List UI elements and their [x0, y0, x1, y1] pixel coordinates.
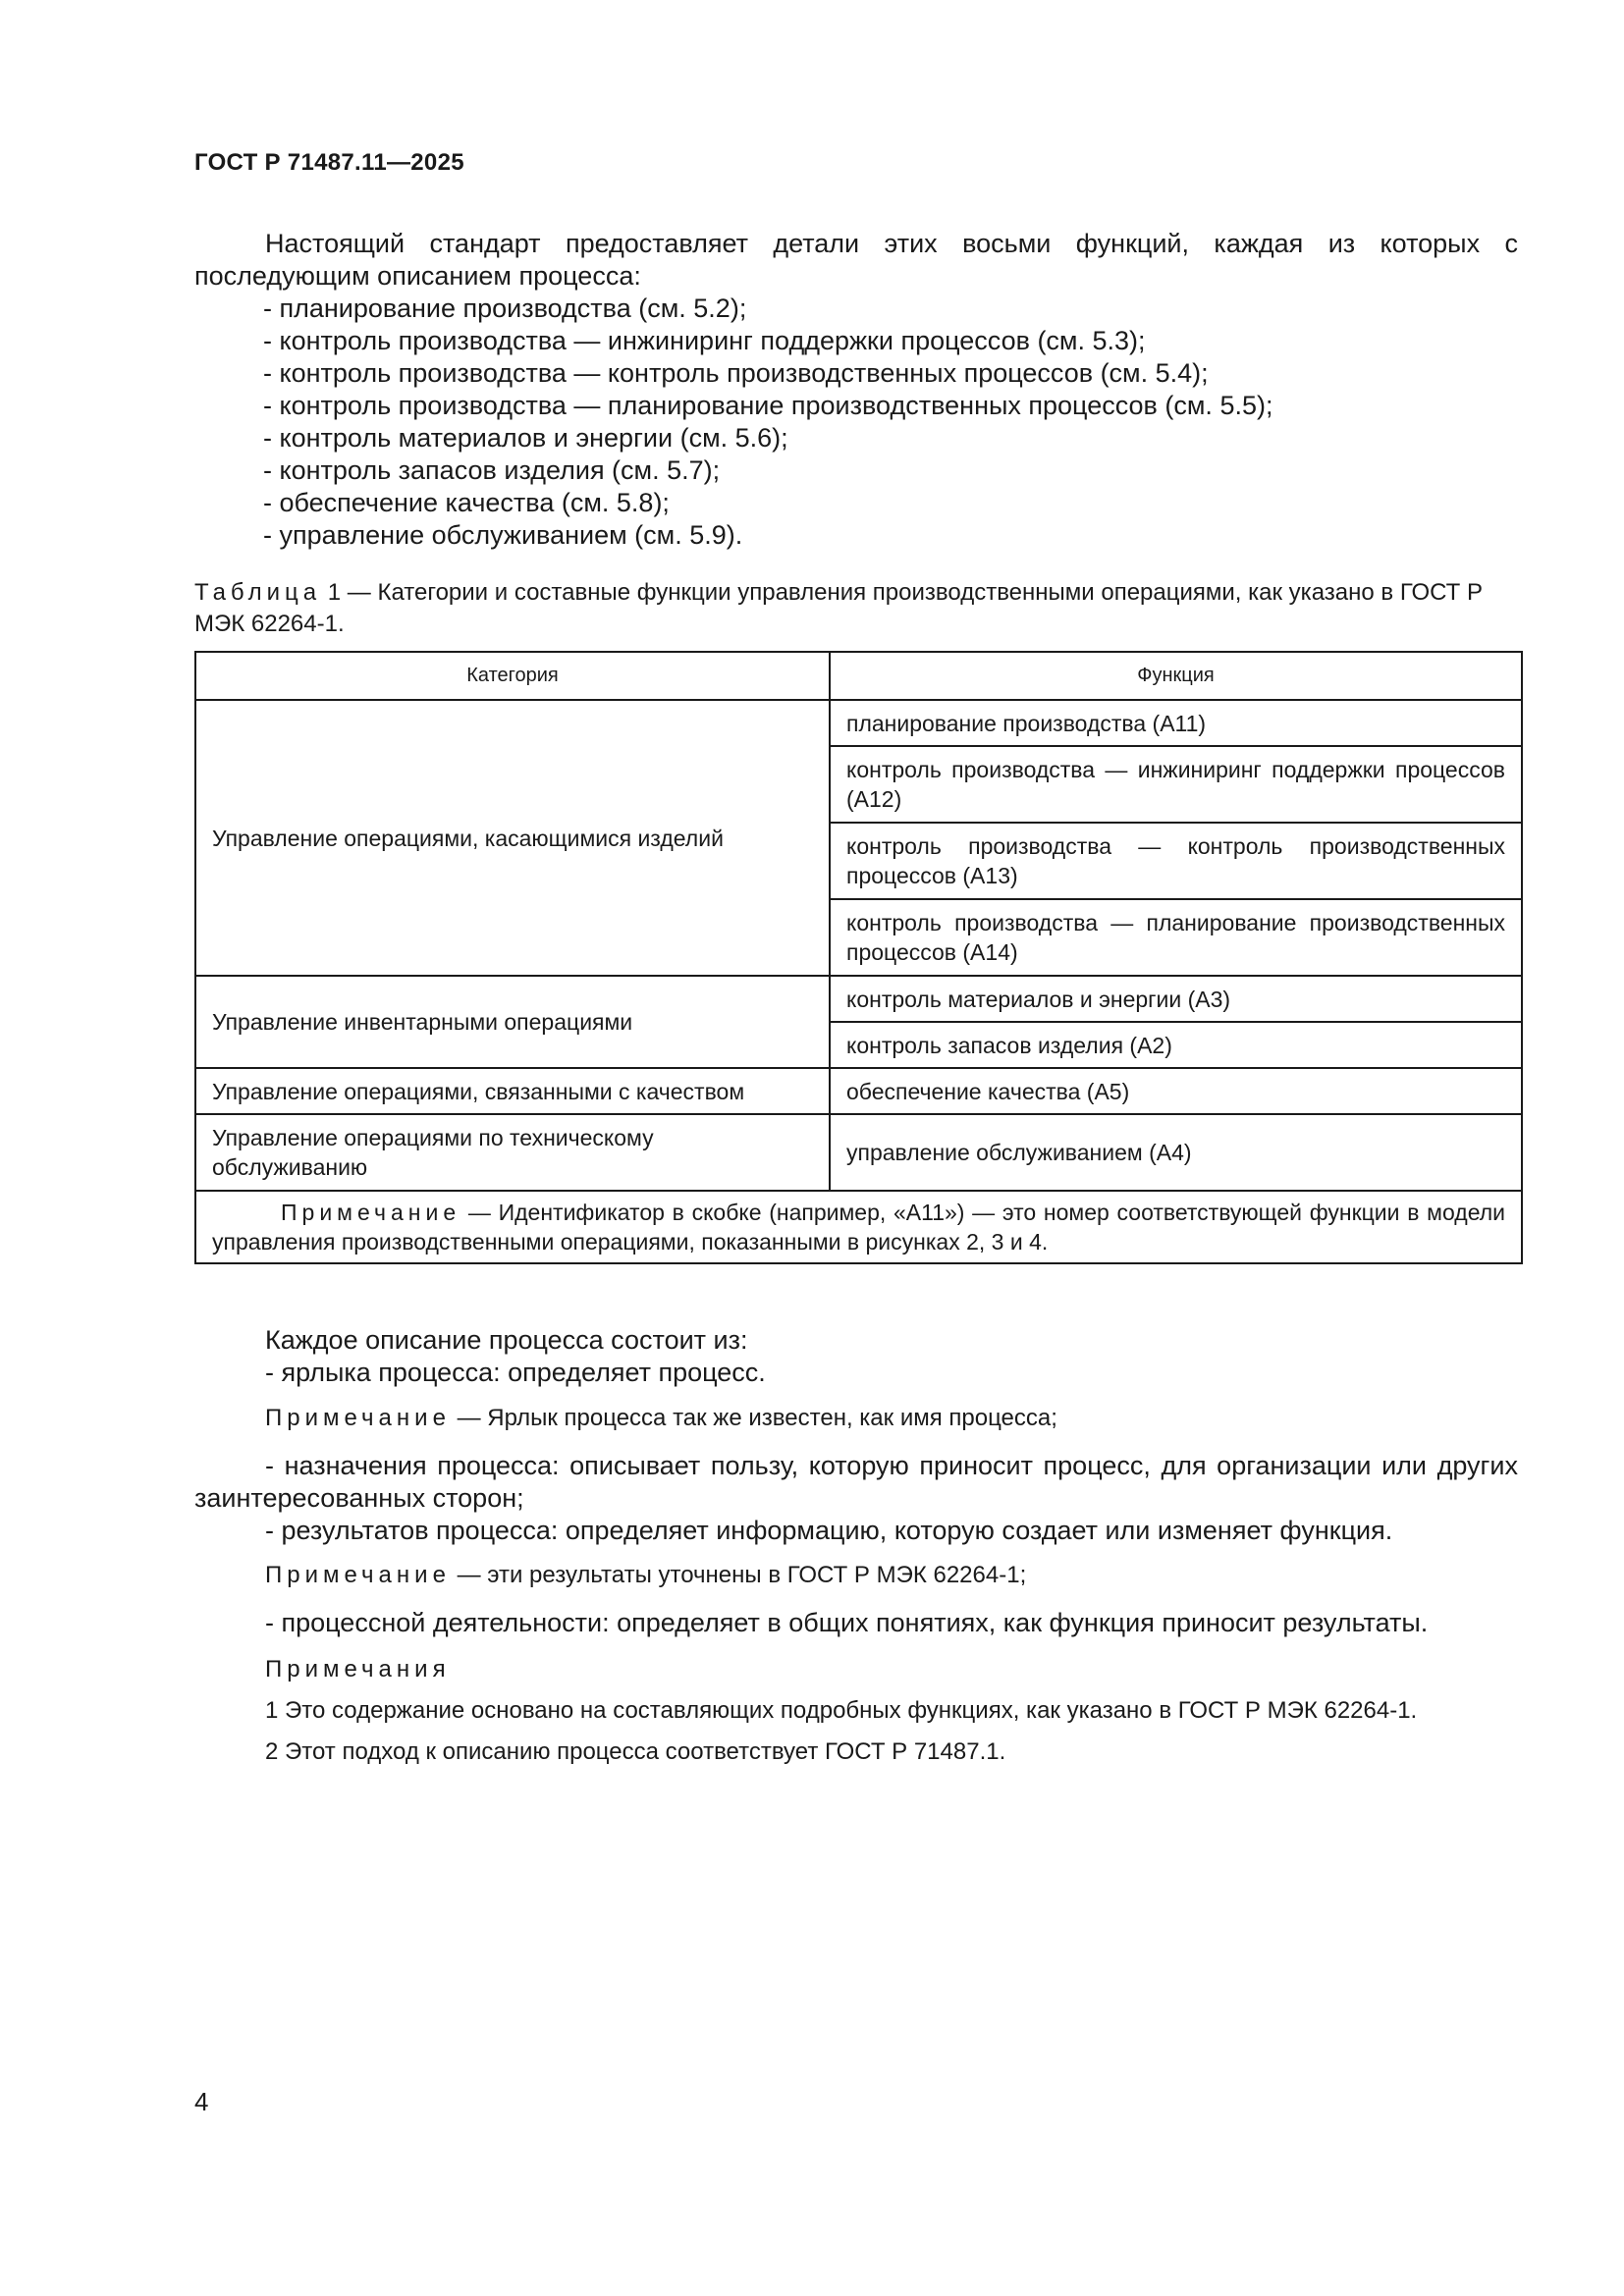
- category-cell: Управление операциями, касающимися изделий: [195, 700, 830, 976]
- list-item: - управление обслуживанием (см. 5.9).: [263, 520, 743, 550]
- note-label: Примечание: [265, 1562, 451, 1588]
- note-item: 1 Это содержание основано на составляющих подробных функциях, как указано в ГОСТ Р МЭК 62264-1.: [265, 1697, 1418, 1724]
- table-caption-text: 1 — Категории и составные функции управления производственными операциями, как указано в ГОСТ Р МЭК 62264-1.: [194, 579, 1484, 637]
- notes-heading: Примечания: [265, 1656, 451, 1682]
- category-cell: Управление операциями по техническому обслуживанию: [195, 1114, 830, 1191]
- function-cell: обеспечение качества (A5): [830, 1068, 1522, 1114]
- function-list: [263, 293, 1272, 552]
- list-item: - контроль запасов изделия (см. 5.7);: [263, 455, 721, 485]
- table-note-text: — Идентификатор в скобке (например, «A11») — это номер соответствующей функции в модели управления производственными операциями, показанными в рисунках 2, 3 и 4.: [212, 1200, 1505, 1255]
- page-number: 4: [194, 2087, 209, 2116]
- intro-paragraph: Настоящий стандарт предоставляет детали этих восьми функций, каждая из которых с последующим описанием процесса:: [194, 229, 1518, 291]
- category-cell: Управление операциями, связанными с качеством: [195, 1068, 830, 1114]
- list-item: - контроль производства — планирование производственных процессов (см. 5.5);: [263, 391, 1273, 420]
- process-item-purpose: - назначения процесса: описывает пользу, которую приносит процесс, для организации или других заинтересованных сторон;: [194, 1451, 1518, 1513]
- function-cell: контроль производства — контроль производственных процессов (A13): [830, 823, 1522, 899]
- list-item: - планирование производства (см. 5.2);: [263, 294, 747, 323]
- table-row: [195, 976, 1522, 1022]
- note-text: — эти результаты уточнены в ГОСТ Р МЭК 62264-1;: [450, 1562, 1027, 1588]
- note-text: — Ярлык процесса так же известен, как имя процесса;: [450, 1405, 1057, 1431]
- process-note-1: [194, 1403, 1518, 1434]
- list-item: - контроль производства — контроль производственных процессов (см. 5.4);: [263, 358, 1209, 388]
- note-item: 2 Этот подход к описанию процесса соответствует ГОСТ Р 71487.1.: [265, 1738, 1006, 1765]
- table-caption-label: Таблица: [194, 579, 322, 606]
- table-note: [195, 1191, 1522, 1263]
- function-cell: контроль производства — планирование производственных процессов (A14): [830, 899, 1522, 976]
- table-row: [195, 1114, 1522, 1191]
- categories-table: [194, 651, 1523, 1264]
- process-item-activity: - процессной деятельности: определяет в общих понятиях, как функция приносит результаты.: [265, 1608, 1429, 1637]
- category-cell: Управление инвентарными операциями: [195, 976, 830, 1068]
- table-row: [195, 1068, 1522, 1114]
- column-header-function: Функция: [830, 652, 1522, 700]
- process-item-results: - результатов процесса: определяет информацию, которую создает или изменяет функция.: [265, 1516, 1393, 1545]
- table-header-row: [195, 652, 1522, 700]
- list-item: - контроль производства — инжиниринг поддержки процессов (см. 5.3);: [263, 326, 1146, 355]
- process-item-label: - ярлыка процесса: определяет процесс.: [265, 1358, 766, 1387]
- process-note-2: [194, 1560, 1518, 1591]
- process-intro: Каждое описание процесса состоит из:: [265, 1325, 748, 1355]
- table-caption: [194, 577, 1518, 640]
- list-item: - контроль материалов и энергии (см. 5.6);: [263, 423, 788, 453]
- function-cell: контроль запасов изделия (A2): [830, 1022, 1522, 1068]
- function-cell: контроль производства — инжиниринг поддержки процессов (A12): [830, 746, 1522, 823]
- function-cell: управление обслуживанием (A4): [830, 1114, 1522, 1191]
- list-item: - обеспечение качества (см. 5.8);: [263, 488, 670, 517]
- document-header: ГОСТ Р 71487.11—2025: [194, 149, 464, 176]
- note-label: Примечание: [265, 1405, 451, 1431]
- table-note-row: [195, 1191, 1522, 1263]
- column-header-category: Категория: [195, 652, 830, 700]
- function-cell: планирование производства (A11): [830, 700, 1522, 746]
- function-cell: контроль материалов и энергии (A3): [830, 976, 1522, 1022]
- table-row: [195, 700, 1522, 746]
- table-note-label: Примечание: [281, 1200, 461, 1225]
